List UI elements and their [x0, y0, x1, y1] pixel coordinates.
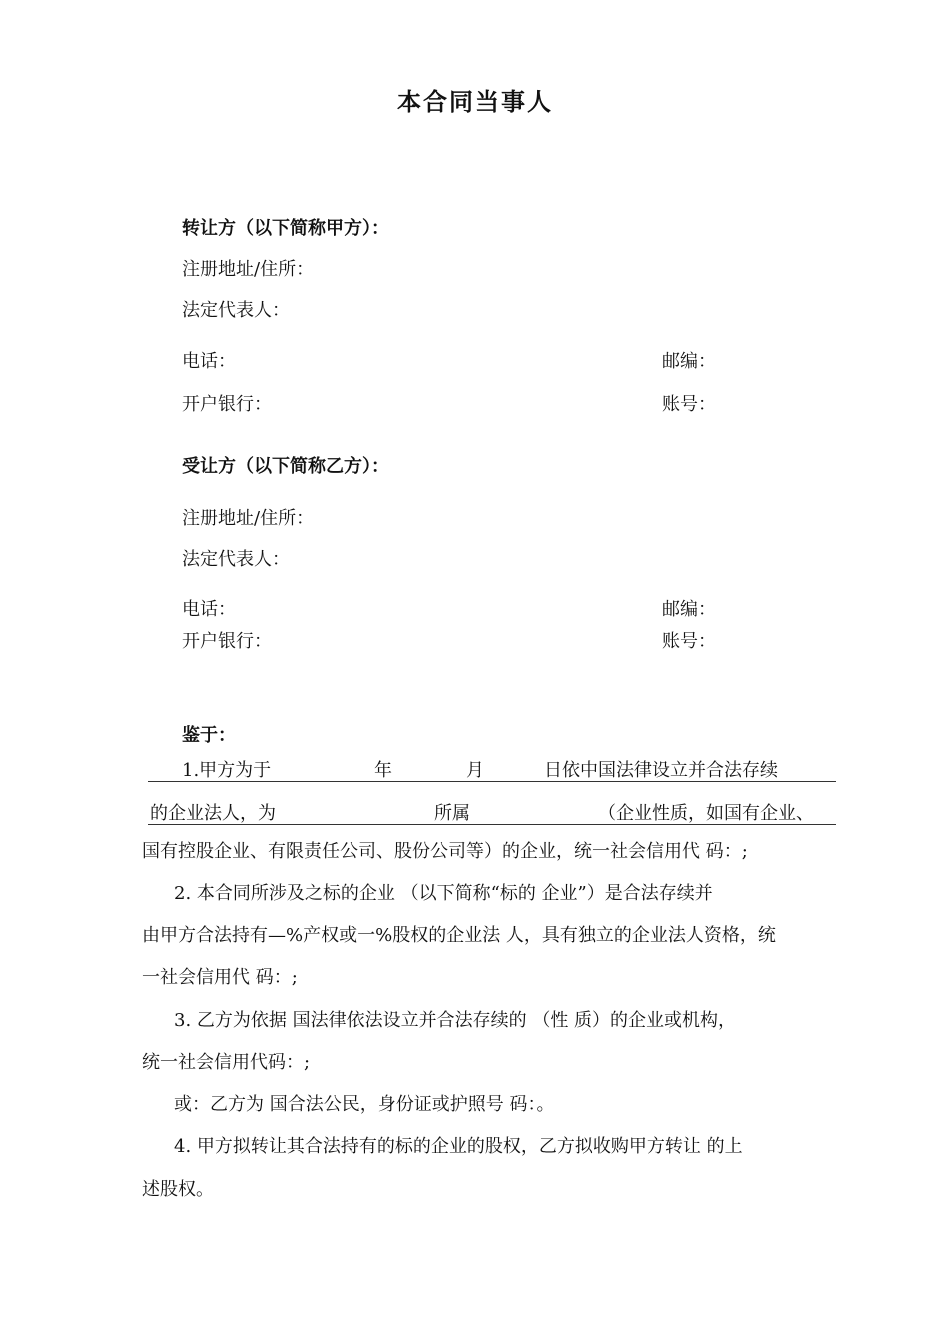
item3-line3: 或：乙方为 国合法公民，身份证或护照号 码：。: [174, 1094, 555, 1115]
item1-line1-underline: [148, 781, 836, 782]
item4-line2: 述股权。: [142, 1179, 214, 1200]
party-a-bank-label: 开户银行：: [182, 394, 272, 415]
whereas-heading: 鉴于：: [182, 725, 236, 746]
item1-line3: 国有控股企业、有限责任公司、股份公司等）的企业，统一社会信用代 码：;: [142, 841, 748, 862]
party-b-account-label: 账号：: [662, 631, 716, 652]
item2-line3: 一社会信用代 码：;: [142, 967, 298, 988]
party-a-address-label: 注册地址/住所：: [182, 259, 315, 280]
party-a-legal-rep-label: 法定代表人：: [182, 300, 290, 321]
item4-line1: 4. 甲方拟转让其合法持有的标的企业的股权，乙方拟收购甲方转让 的上: [174, 1136, 743, 1157]
party-a-postcode-label: 邮编：: [662, 351, 716, 372]
item1-line1-month: 月: [466, 760, 484, 781]
party-a-heading: 转让方（以下简称甲方）：: [182, 218, 389, 239]
party-a-account-label: 账号：: [662, 394, 716, 415]
item1-line2-part3: （企业性质，如国有企业、: [598, 803, 814, 824]
item1-line1-year: 年: [374, 760, 392, 781]
item1-line2-underline: [148, 824, 836, 825]
item1-line2-part1: 的企业法人，为: [150, 803, 276, 824]
item2-line2: 由甲方合法持有—%产权或一%股权的企业法 人，具有独立的企业法人资格，统: [142, 925, 776, 946]
item1-line2-part2: 所属: [434, 803, 470, 824]
party-b-postcode-label: 邮编：: [662, 599, 716, 620]
party-b-bank-label: 开户银行：: [182, 631, 272, 652]
party-a-phone-label: 电话：: [182, 351, 236, 372]
item2-line1: 2. 本合同所涉及之标的企业 （以下简称“标的 企业”）是合法存续并: [174, 883, 713, 904]
document-title: 本合同当事人: [397, 88, 553, 116]
party-b-phone-label: 电话：: [182, 599, 236, 620]
item1-line1-part1: 1.甲方为于: [182, 760, 272, 781]
party-b-heading: 受让方（以下简称乙方）：: [182, 456, 389, 477]
item3-line2: 统一社会信用代码：;: [142, 1052, 311, 1073]
item1-line1-part4: 日依中国法律设立并合法存续: [544, 760, 778, 781]
item3-line1: 3. 乙方为依据 国法律依法设立并合法存续的 （性 质）的企业或机构，: [174, 1010, 737, 1031]
party-b-address-label: 注册地址/住所：: [182, 508, 315, 529]
party-b-legal-rep-label: 法定代表人：: [182, 549, 290, 570]
